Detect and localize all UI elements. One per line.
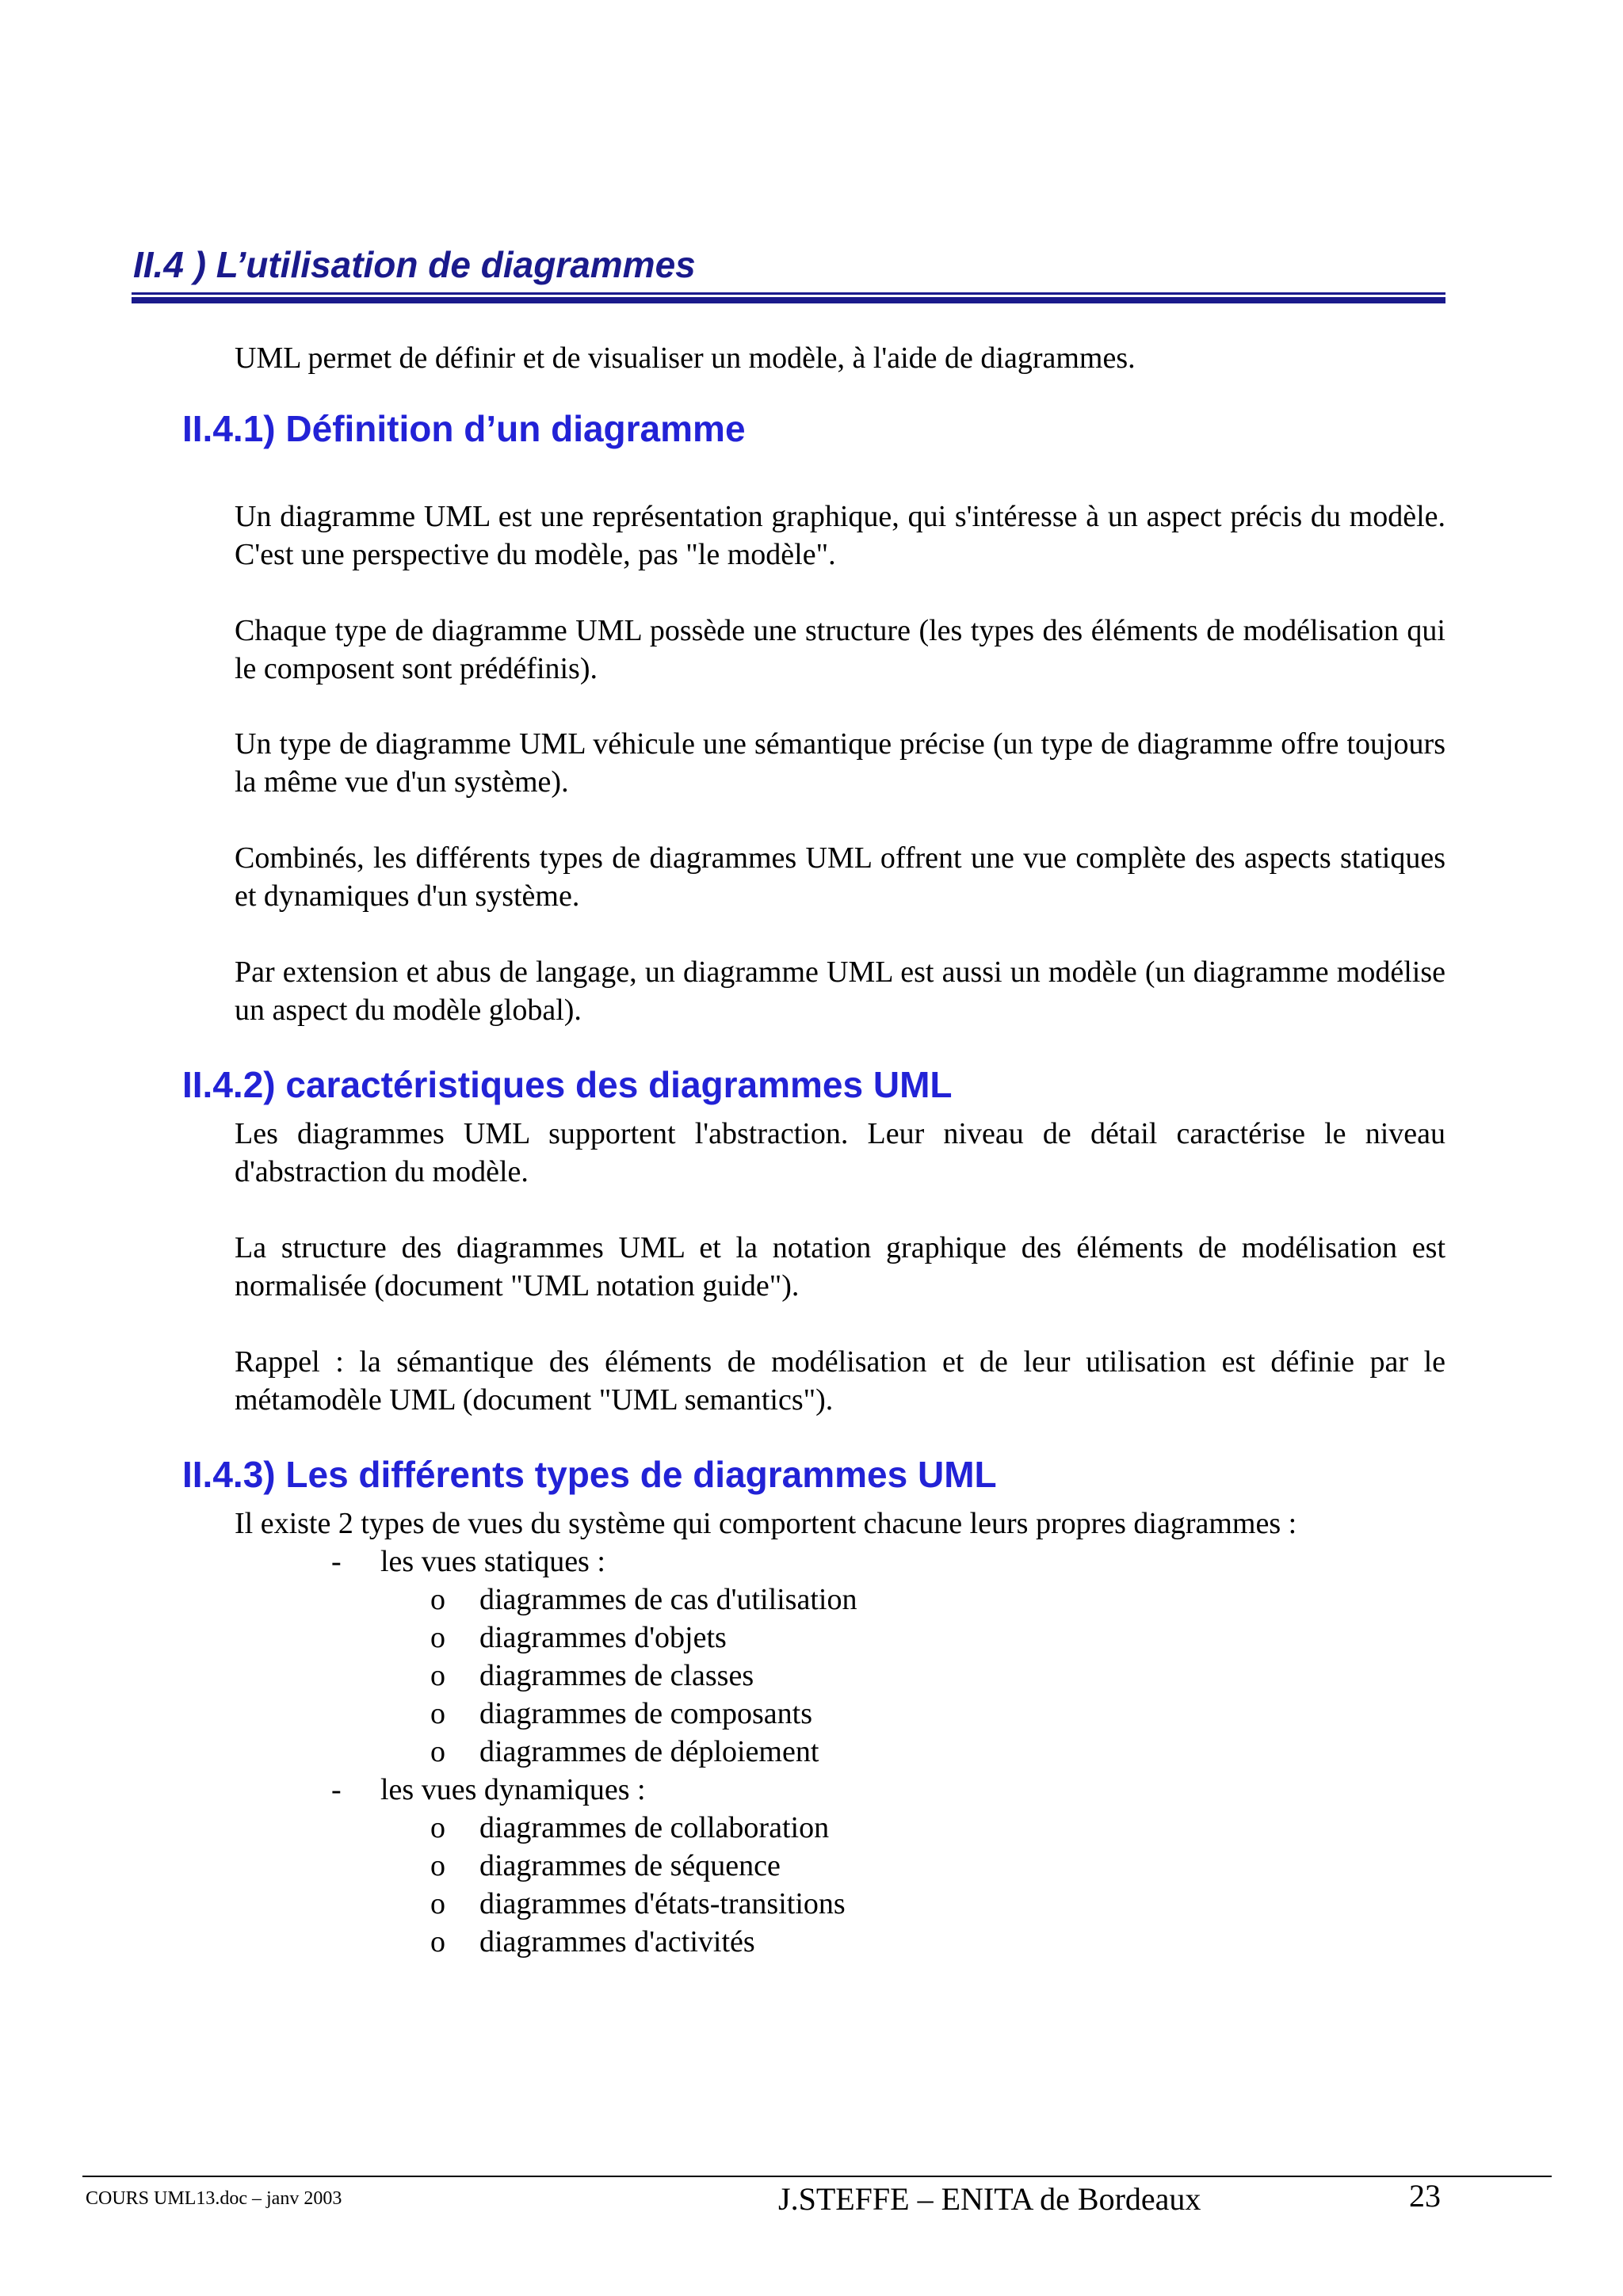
footer-filename: COURS UML13.doc – janv 2003	[86, 2188, 342, 2209]
paragraph: Par extension et abus de langage, un diagramme UML est aussi un modèle (un diagramme modélise un aspect du modèle global).	[235, 955, 1445, 1027]
list-item: diagrammes de cas d'utilisation	[479, 1583, 857, 1616]
list-item: diagrammes d'états-transitions	[479, 1887, 846, 1920]
title-rule-thin	[132, 292, 1445, 295]
section-intro: UML permet de définir et de visualiser un modèle, à l'aide de diagrammes.	[235, 341, 1136, 375]
bullet-marker: o	[430, 1583, 445, 1616]
bullet-marker: o	[430, 1735, 445, 1768]
bullet-marker: o	[430, 1621, 445, 1654]
subsection-title-characteristics: II.4.2) caractéristiques des diagrammes UML	[182, 1064, 953, 1105]
paragraph: Chaque type de diagramme UML possède une structure (les types des éléments de modélisation qui le composent sont prédéfinis).	[235, 614, 1445, 685]
list-item: diagrammes de composants	[479, 1697, 813, 1730]
bullet-marker: o	[430, 1659, 445, 1692]
bullet-marker: o	[430, 1849, 445, 1882]
dash-marker: -	[331, 1545, 342, 1578]
bullet-marker: o	[430, 1811, 445, 1844]
list-item: diagrammes d'objets	[479, 1621, 727, 1654]
list-item: diagrammes d'activités	[479, 1925, 755, 1958]
page-number: 23	[1409, 2178, 1441, 2214]
paragraph: Un diagramme UML est une représentation graphique, qui s'intéresse à un aspect précis du modèle. C'est une perspective du modèle, pas "le modèle".	[235, 500, 1445, 571]
dynamic-views-label: les vues dynamiques :	[380, 1773, 646, 1806]
section-title: II.4 ) L’utilisation de diagrammes	[133, 244, 696, 285]
title-rule-thick	[132, 297, 1445, 303]
list-item: diagrammes de séquence	[479, 1849, 781, 1882]
bullet-marker: o	[430, 1887, 445, 1920]
bullet-marker: o	[430, 1925, 445, 1958]
list-item: diagrammes de classes	[479, 1659, 754, 1692]
list-item: diagrammes de déploiement	[479, 1735, 819, 1768]
footer-rule	[82, 2176, 1552, 2177]
paragraph: Un type de diagramme UML véhicule une sémantique précise (un type de diagramme offre toujours la même vue d'un système).	[235, 727, 1445, 799]
subsection-title-definition: II.4.1) Définition d’un diagramme	[182, 408, 746, 449]
paragraph: Les diagrammes UML supportent l'abstraction. Leur niveau de détail caractérise le niveau d'abstraction du modèle.	[235, 1117, 1445, 1188]
paragraph: Combinés, les différents types de diagrammes UML offrent une vue complète des aspects statiques et dynamiques d'un système.	[235, 841, 1445, 913]
types-intro: Il existe 2 types de vues du système qui comportent chacune leurs propres diagrammes :	[235, 1507, 1297, 1540]
bullet-marker: o	[430, 1697, 445, 1730]
paragraph: Rappel : la sémantique des éléments de modélisation et de leur utilisation est définie par le métamodèle UML (document "UML semantics").	[235, 1345, 1445, 1417]
list-item: diagrammes de collaboration	[479, 1811, 830, 1844]
static-views-label: les vues statiques :	[380, 1545, 605, 1578]
footer-author: J.STEFFE – ENITA de Bordeaux	[778, 2181, 1201, 2217]
paragraph: La structure des diagrammes UML et la notation graphique des éléments de modélisation est normalisée (document "UML notation guide").	[235, 1231, 1445, 1302]
dash-marker: -	[331, 1773, 342, 1806]
subsection-title-types: II.4.3) Les différents types de diagrammes UML	[182, 1454, 997, 1495]
